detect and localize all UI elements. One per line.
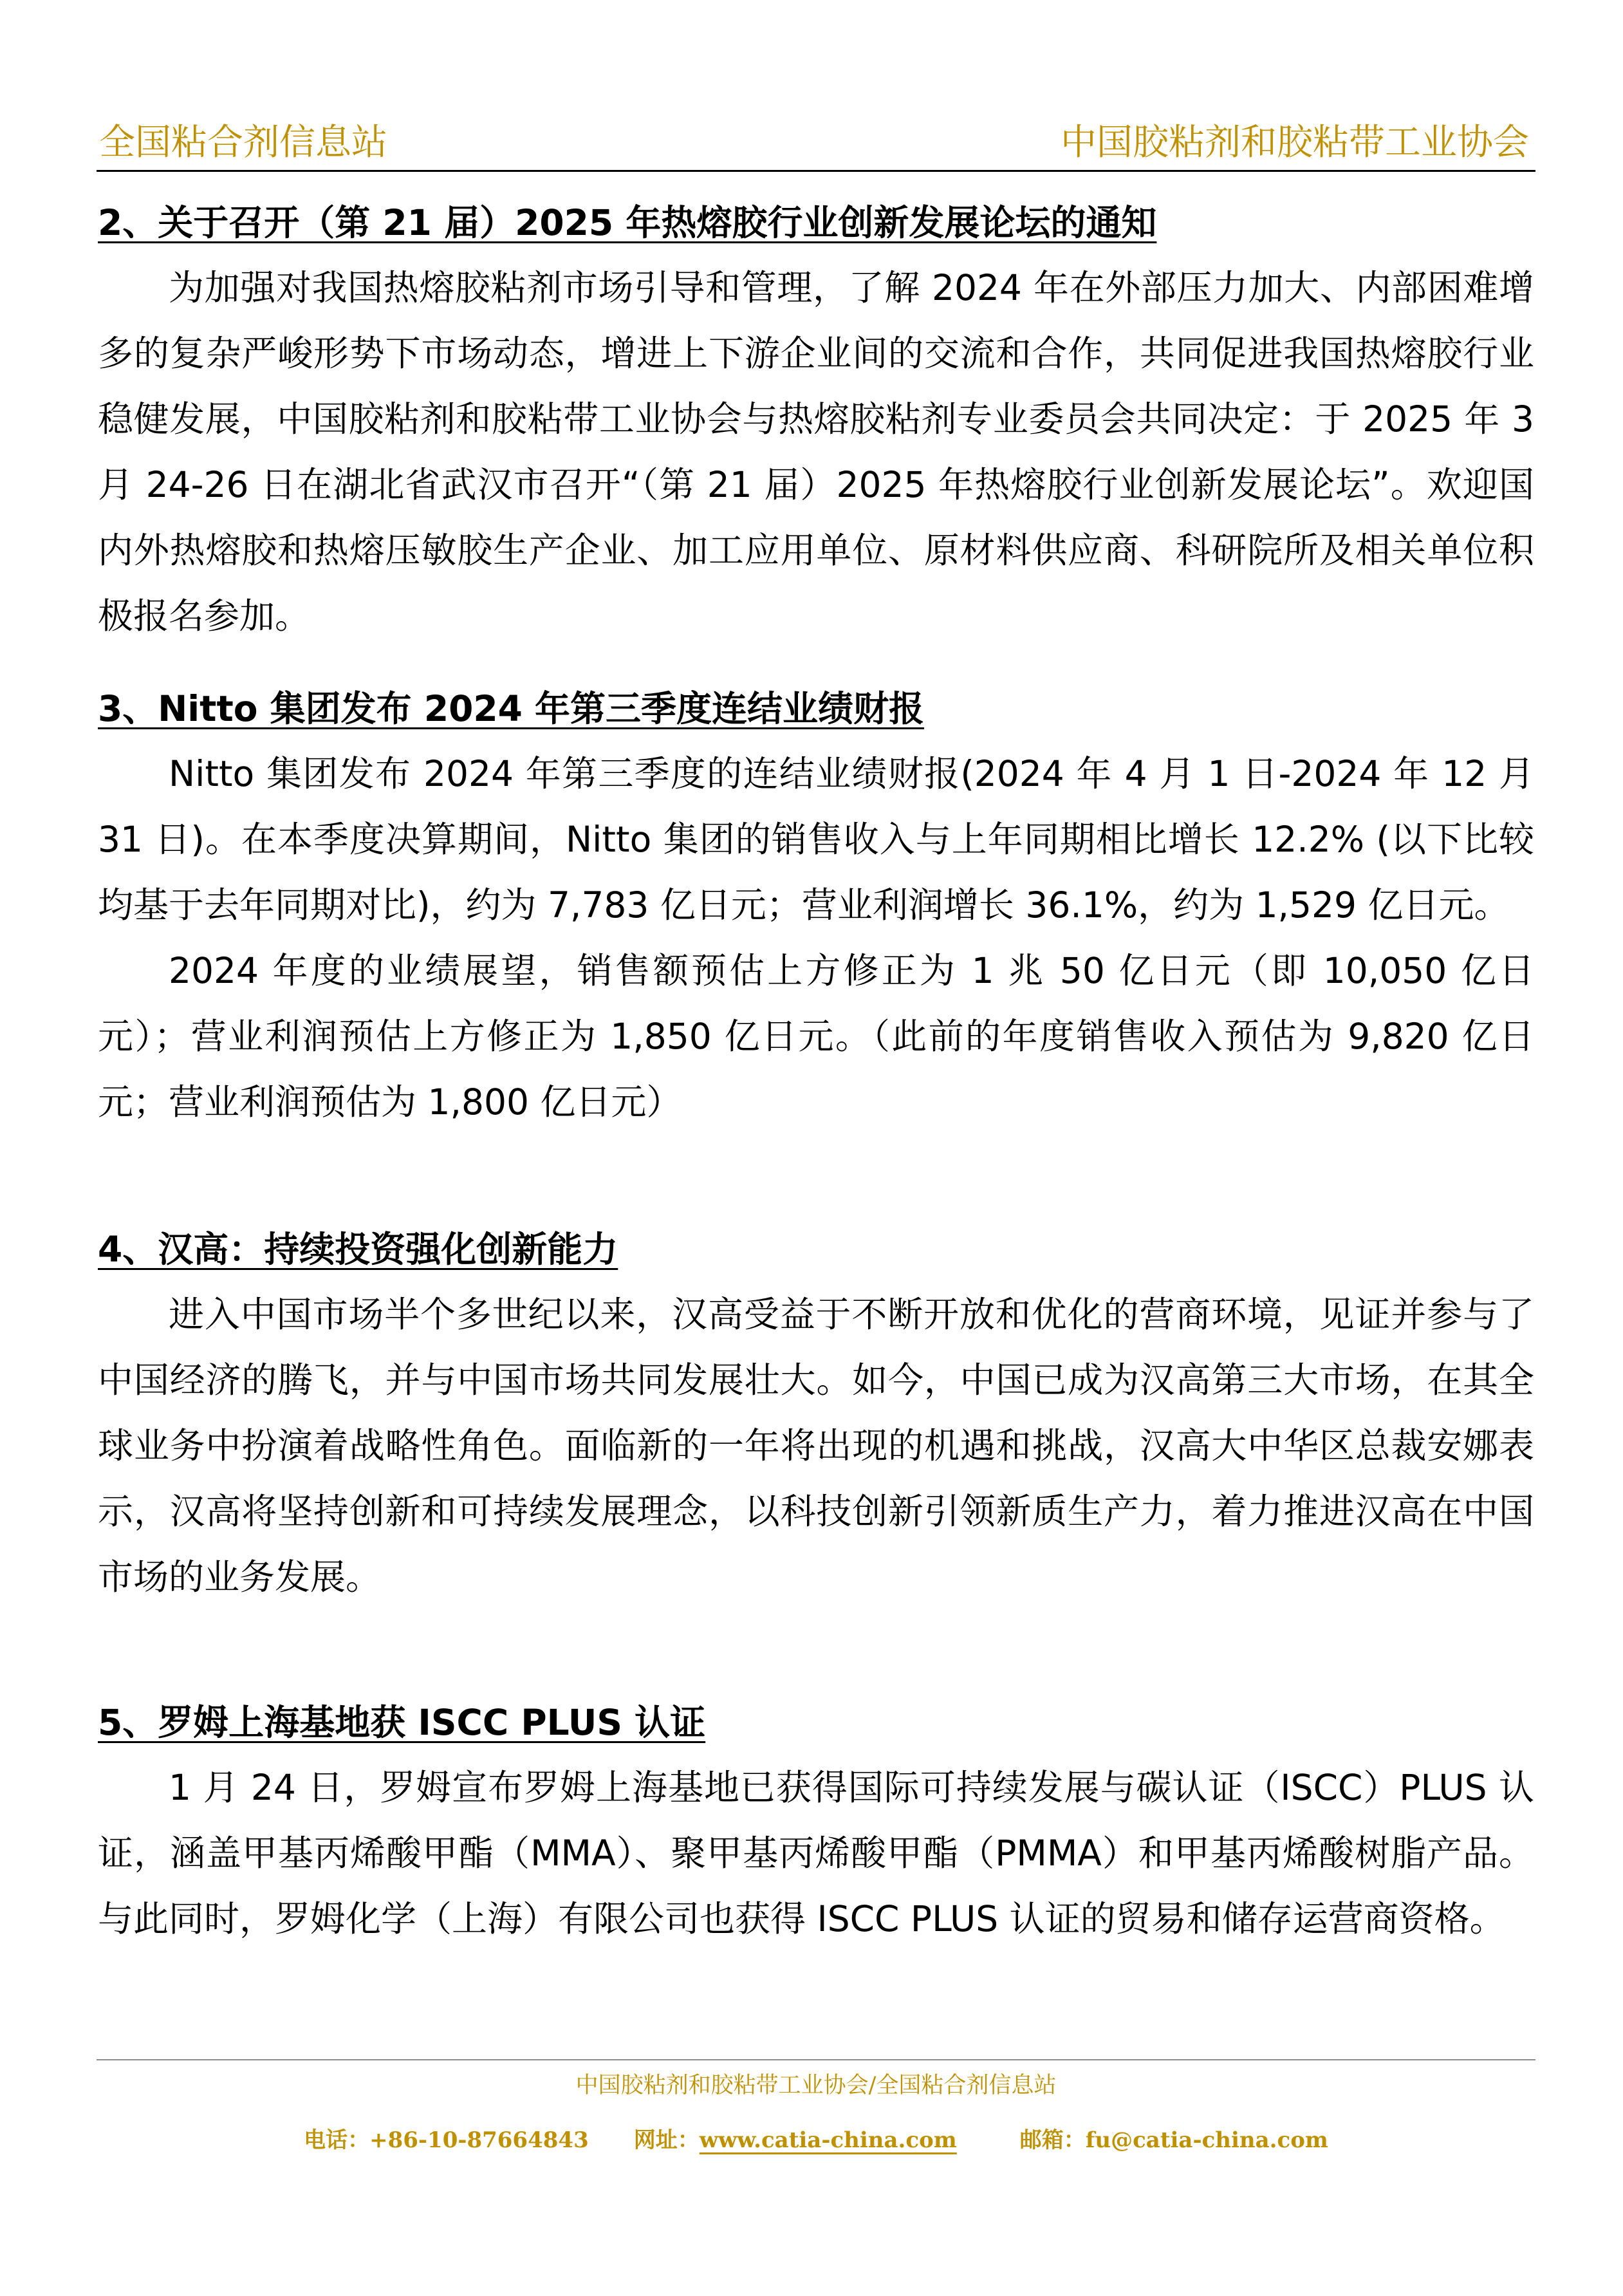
page-header: [97, 117, 1535, 169]
section-title: 4、汉高：持续投资强化创新能力: [98, 1229, 618, 1270]
section-4: [98, 1217, 1534, 1610]
section-paragraph: 进入中国市场半个多世纪以来，汉高受益于不断开放和优化的营商环境，见证并参与了中国经济的腾飞，并与中国市场共同发展壮大。如今，中国已成为汉高第三大市场，在其全球业务中扮演着战略性角色。面临新的一年将出现的机遇和挑战，汉高大中华区总裁安娜表示，汉高将坚持创新和可持续发展理念，以科技创新引领新质生产力，着力推进汉高在中国市场的业务发展。: [98, 1294, 1534, 1598]
section-title: 2、关于召开（第 21 届）2025 年热熔胶行业创新发展论坛的通知: [98, 202, 1157, 243]
footer-divider: [97, 2059, 1535, 2060]
section-title: 3、Nitto 集团发布 2024 年第三季度连结业绩财报: [98, 688, 925, 729]
footer-contact-line: [97, 2118, 1535, 2163]
header-right-title: 中国胶粘剂和胶粘带工业协会: [1061, 122, 1529, 163]
footer-web-link[interactable]: www.catia-china.com: [699, 2127, 957, 2153]
footer-phone: +86-10-87664843: [369, 2127, 589, 2153]
section-5: [98, 1690, 1534, 1952]
footer-email-label: 邮箱：: [1019, 2127, 1086, 2153]
section-title: 5、罗姆上海基地获 ISCC PLUS 认证: [98, 1702, 706, 1743]
section-paragraph: Nitto 集团发布 2024 年第三季度的连结业绩财报(2024 年 4 月 1 日-2024 年 12 月 31 日)。在本季度决算期间，Nitto 集团的销售收入与上年同期相比增长 12.2% (以下比较均基于去年同期对比)，约为 7,783 亿日元；营业利润增长 36.1%，约为 1,529 亿日元。: [98, 753, 1534, 926]
header-left-title: 全国粘合剂信息站: [99, 122, 387, 163]
section-paragraph: 为加强对我国热熔胶粘剂市场引导和管理，了解 2024 年在外部压力加大、内部困难增多的复杂严峻形势下市场动态，增进上下游企业间的交流和合作，共同促进我国热熔胶行业稳健发展，中国胶粘剂和胶粘带工业协会与热熔胶粘剂专业委员会共同决定：于 2025 年 3 月 24-26 日在湖北省武汉市召开“（第 21 届）2025 年热熔胶行业创新发展论坛”。欢迎国内外热熔胶和热熔压敏胶生产企业、加工应用单位、原材料供应商、科研院所及相关单位积极报名参加。: [98, 267, 1534, 637]
header-divider: [97, 170, 1535, 172]
footer-org-line: 中国胶粘剂和胶粘带工业协会/全国粘合剂信息站: [575, 2073, 1057, 2098]
footer-web-label: 网址：: [633, 2127, 700, 2153]
footer-email[interactable]: fu@catia-china.com: [1085, 2127, 1328, 2153]
section-2: [98, 191, 1534, 649]
section-3: [98, 677, 1534, 1135]
section-paragraph: 1 月 24 日，罗姆宣布罗姆上海基地已获得国际可持续发展与碳认证（ISCC）PLUS 认证，涵盖甲基丙烯酸甲酯（MMA）、聚甲基丙烯酸甲酯（PMMA）和甲基丙烯酸树脂产品。与此同时，罗姆化学（上海）有限公司也获得 ISCC PLUS 认证的贸易和储存运营商资格。: [98, 1767, 1534, 1939]
footer-phone-label: 电话：: [304, 2127, 370, 2153]
section-paragraph: 2024 年度的业绩展望，销售额预估上方修正为 1 兆 50 亿日元（即 10,050 亿日元）；营业利润预估上方修正为 1,850 亿日元。（此前的年度销售收入预估为 9,820 亿日元；营业利润预估为 1,800 亿日元）: [98, 950, 1534, 1123]
